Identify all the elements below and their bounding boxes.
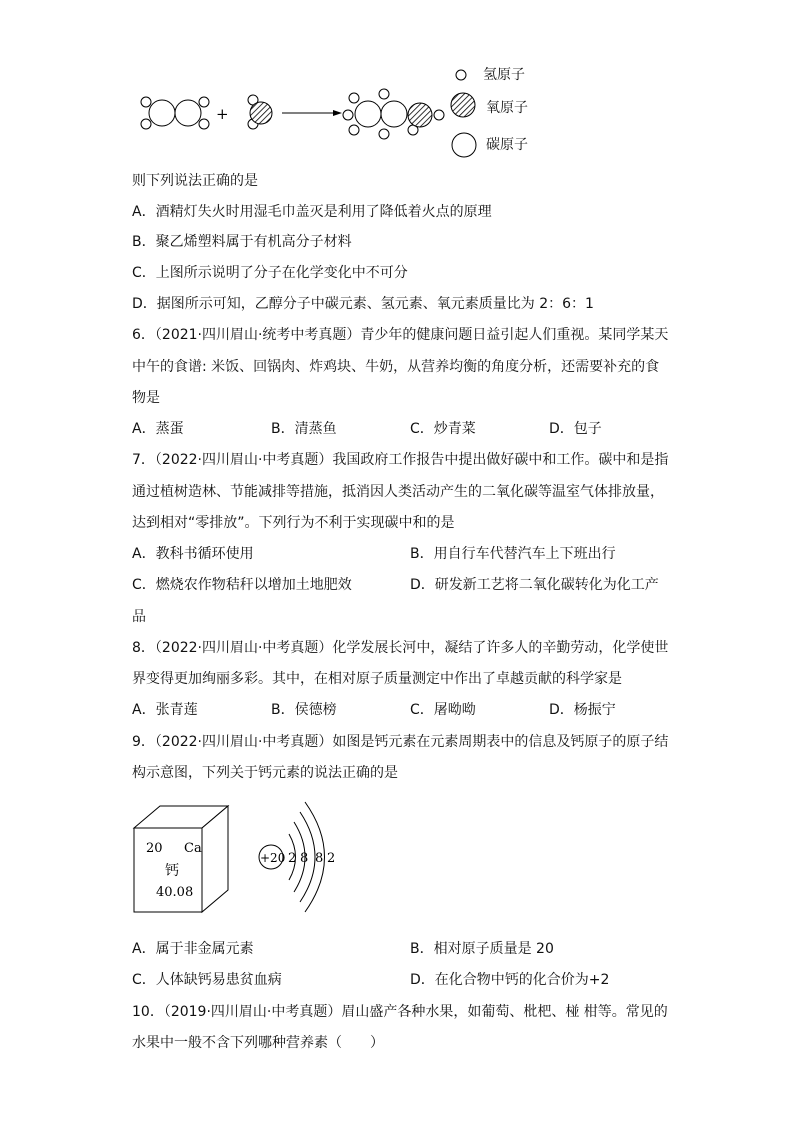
q9-option-d: D．在化合物中钙的化合价为+2 [410,972,610,988]
q7-stem-line2: 通过植树造林、节能减排等措施，抵消因人类活动产生的二氧化碳等温室气体排放量， [132,484,664,500]
nucleus-charge: +20 [260,851,286,865]
q6-option-a: A．蒸蛋 [132,421,184,437]
q8-stem-line1: 8．（2022·四川眉山·中考真题）化学发展长河中，凝结了许多人的辛勤劳动，化学使世 [132,640,669,656]
legend-oxygen-label: 氧原子 [486,100,528,116]
q5-option-d: D．据图所示可知，乙醇分子中碳元素、氢元素、氧元素质量比为 2：6：1 [132,296,594,312]
q6-stem-line2: 中午的食谱: 米饭、回锅肉、炸鸡块、牛奶，从营养均衡的角度分析，还需要补充的食 [132,359,660,375]
oxygen-atom [408,103,432,127]
carbon-atom [381,101,407,127]
q5-option-a: A．酒精灯失火时用湿毛巾盖灭是利用了降低着火点的原理 [132,204,492,220]
shell-electrons-1: 2 [288,851,297,866]
q6-stem-line1: 6．（2021·四川眉山·统考中考真题）青少年的健康问题日益引起人们重视。某同学某天 [132,327,669,343]
atomic-number: 20 [146,841,163,856]
element-name: 钙 [165,863,179,879]
q8-option-b: B．侯德榜 [271,702,337,718]
periodic-table-cell [134,806,228,912]
shell-electrons-3: 8 [315,851,324,866]
water-molecule [248,95,272,129]
q7-stem-line1: 7．（2022·四川眉山·中考真题）我国政府工作报告中提出做好碳中和工作。碳中和是指 [132,452,669,468]
q5-intro: 则下列说法正确的是 [132,173,258,189]
carbon-atom [149,100,175,126]
q7-option-a: A．教科书循环使用 [132,546,254,562]
legend-hydrogen-icon [456,70,466,80]
q8-option-d: D．杨振宁 [549,702,616,718]
carbon-atom [355,101,381,127]
q5-option-c: C．上图所示说明了分子在化学变化中不可分 [132,265,408,281]
hydrogen-atom [343,110,353,120]
q8-option-a: A．张青莲 [132,702,198,718]
shell-electrons-4: 2 [327,851,336,866]
q10-stem-line1: 10．（2019·四川眉山·中考真题）眉山盛产各种水果，如葡萄、枇杷、椪 柑等。常见的 [132,1004,668,1020]
hydrogen-atom [349,125,359,135]
carbon-atom [175,100,201,126]
q9-option-c: C．人体缺钙易患贫血病 [132,972,282,988]
atomic-structure [259,802,335,912]
q8-stem-line2: 界变得更加绚丽多彩。其中，在相对原子质量测定中作出了卓越贡献的科学家是 [132,671,622,687]
q7-option-d: D．研发新工艺将二氧化碳转化为化工产 [410,577,659,593]
ethylene-molecule [141,97,209,129]
plus-sign: + [216,105,229,123]
shell-electrons-2: 8 [300,851,309,866]
q9-option-b: B．相对原子质量是 20 [410,941,554,957]
hydrogen-atom [349,93,359,103]
q8-option-c: C．屠呦呦 [410,702,476,718]
q6-option-c: C．炒青菜 [410,421,476,437]
reaction-arrow [282,110,342,116]
q6-stem-line3: 物是 [132,390,160,406]
hydrogen-atom [379,89,389,99]
q6-option-b: B．清蒸鱼 [271,421,337,437]
q10-stem-line2: 水果中一般不含下列哪种营养素（ ） [132,1035,384,1051]
calcium-figure [130,800,360,925]
q9-option-a: A．属于非金属元素 [132,941,254,957]
q7-stem-line3: 达到相对“零排放”。下列行为不利于实现碳中和的是 [132,515,455,531]
ethanol-molecule [343,89,444,139]
q6-option-d: D．包子 [549,421,602,437]
hydrogen-atom [199,97,209,107]
hydrogen-atom [434,110,444,120]
atomic-mass: 40.08 [156,885,194,900]
oxygen-atom [250,102,272,124]
legend-oxygen-icon [451,93,475,117]
q9-stem-line2: 构示意图，下列关于钙元素的说法正确的是 [132,765,398,781]
q7-option-c: C．燃烧农作物秸秆以增加土地肥效 [132,577,352,593]
hydrogen-atom [199,119,209,129]
hydrogen-atom [141,97,151,107]
legend-carbon-icon [452,133,476,157]
legend-carbon-label: 碳原子 [486,137,528,153]
q7-option-d-continued: 品 [132,609,146,625]
element-symbol: Ca [184,841,202,856]
q5-option-b: B．聚乙烯塑料属于有机高分子材料 [132,234,352,250]
hydrogen-atom [141,119,151,129]
q7-option-b: B．用自行车代替汽车上下班出行 [410,546,616,562]
legend-hydrogen-label: 氢原子 [483,67,525,83]
hydrogen-atom [379,129,389,139]
q9-stem-line1: 9．（2022·四川眉山·中考真题）如图是钙元素在元素周期表中的信息及钙原子的原子结 [132,734,669,750]
